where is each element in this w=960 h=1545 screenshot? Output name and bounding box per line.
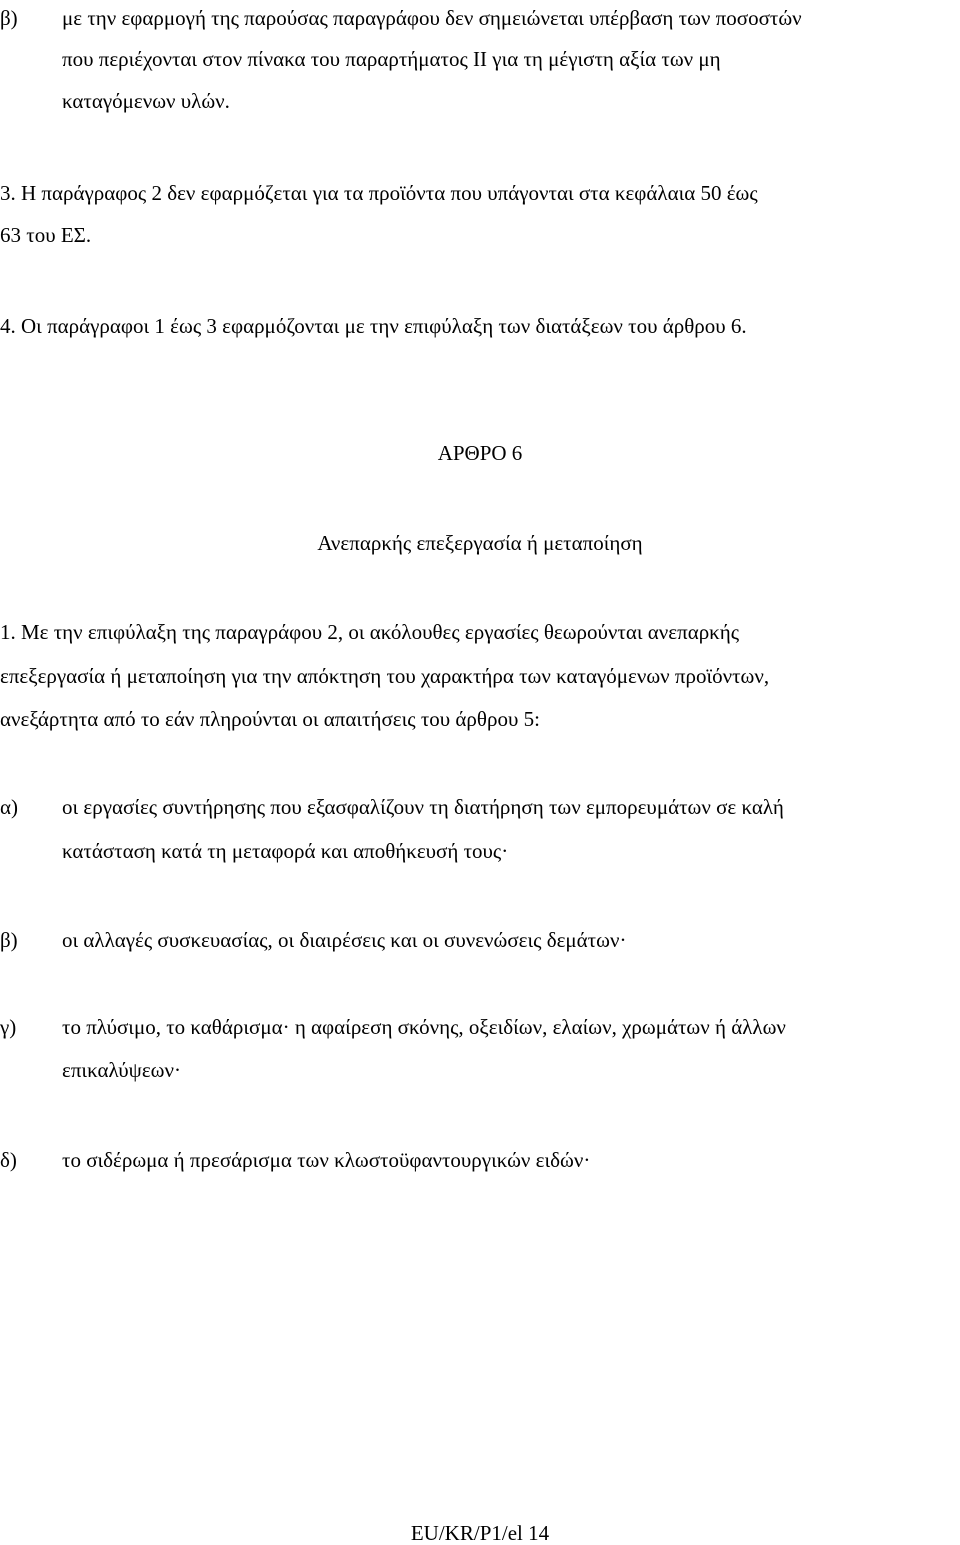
article-title: Ανεπαρκής επεξεργασία ή μεταποίηση [317, 531, 643, 555]
text-line: το πλύσιμο, το καθάρισμα· η αφαίρεση σκόνης, οξειδίων, ελαίων, χρωμάτων ή άλλων [62, 1015, 786, 1039]
text-line: καταγόμενων υλών. [62, 89, 230, 113]
item-label: β) [0, 928, 18, 952]
text-line: που περιέχονται στον πίνακα του παραρτήματος ΙΙ για τη μέγιστη αξία των μη [62, 47, 721, 71]
item-label: β) [0, 6, 18, 30]
text-line: ανεξάρτητα από το εάν πληρούνται οι απαιτήσεις του άρθρου 5: [0, 707, 540, 731]
item-label: γ) [0, 1015, 17, 1039]
article-heading: ΑΡΘΡΟ 6 [437, 441, 523, 465]
text-line: με την εφαρμογή της παρούσας παραγράφου δεν σημειώνεται υπέρβαση των ποσοστών [62, 6, 802, 30]
text-line: 63 του ΕΣ. [0, 223, 92, 247]
page-footer: EU/KR/P1/el 14 [410, 1521, 550, 1545]
text-line: κατάσταση κατά τη μεταφορά και αποθήκευσή τους· [62, 839, 509, 863]
item-label: α) [0, 795, 18, 819]
text-line: οι αλλαγές συσκευασίας, οι διαιρέσεις και οι συνενώσεις δεμάτων· [62, 928, 627, 952]
text-line: επεξεργασία ή μεταποίηση για την απόκτηση του χαρακτήρα των καταγόμενων προϊόντων, [0, 664, 770, 688]
text-line: επικαλύψεων· [62, 1058, 181, 1082]
text-line: οι εργασίες συντήρησης που εξασφαλίζουν τη διατήρηση των εμπορευμάτων σε καλή [62, 795, 784, 819]
text-line: 1. Με την επιφύλαξη της παραγράφου 2, οι ακόλουθες εργασίες θεωρούνται ανεπαρκής [0, 620, 740, 644]
item-label: δ) [0, 1148, 17, 1172]
text-line: το σιδέρωμα ή πρεσάρισμα των κλωστοϋφαντουργικών ειδών· [62, 1148, 591, 1172]
text-line: 3. Η παράγραφος 2 δεν εφαρμόζεται για τα προϊόντα που υπάγονται στα κεφάλαια 50 έως [0, 181, 758, 205]
text-line: 4. Οι παράγραφοι 1 έως 3 εφαρμόζονται με την επιφύλαξη των διατάξεων του άρθρου 6. [0, 314, 747, 338]
